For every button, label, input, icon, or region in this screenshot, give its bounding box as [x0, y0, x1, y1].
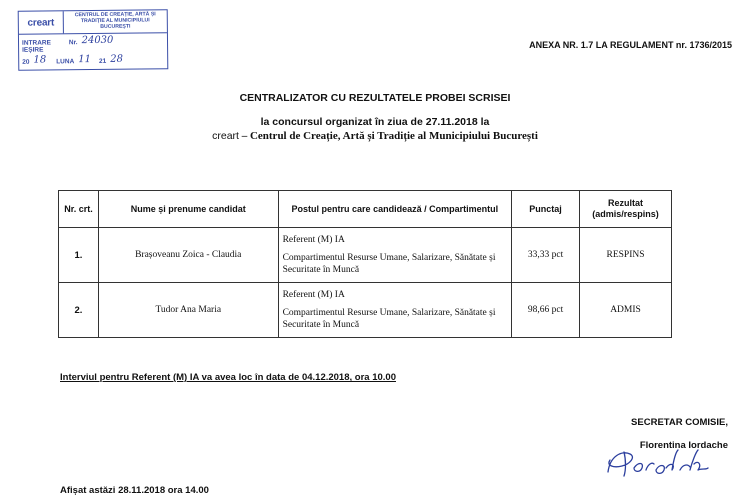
stamp-header: [19, 10, 167, 35]
subtitle-line-1: la concursul organizat în ziua de 27.11.2018 la: [260, 116, 490, 128]
stamp-luna-label: LUNA: [56, 58, 75, 66]
cell-post: [278, 283, 512, 338]
col-header-result: Rezultat (admis/respins): [580, 191, 672, 228]
results-table: [58, 190, 672, 338]
cell-candidate-name: Tudor Ana Maria: [98, 283, 278, 338]
cell-nr: 2.: [59, 283, 99, 338]
cell-result: RESPINS: [580, 228, 672, 283]
cell-post-title: Referent (M) IA: [282, 290, 345, 300]
interview-note: Interviul pentru Referent (M) IA va avea loc în data de 04.12.2018, ora 10.00: [60, 372, 396, 383]
cell-score: 33,33 pct: [512, 228, 580, 283]
stamp-year-prefix: 21: [98, 57, 107, 65]
table-row: [59, 283, 672, 338]
stamp-date-row: [19, 52, 167, 66]
subtitle-line-2: [0, 130, 750, 142]
cell-department: Compartimentul Resurse Umane, Salarizare, Sănătate și Securitate în Muncă: [282, 253, 496, 275]
stamp-year-value: 28: [110, 53, 123, 65]
cell-nr: 1.: [59, 228, 99, 283]
posted-date: Afișat astăzi 28.11.2018 ora 14.00: [60, 485, 209, 496]
secretary-label: SECRETAR COMISIE,: [631, 417, 728, 428]
subtitle-org: – Centrul de Creație, Artă și Tradiție al Municipiului București: [238, 130, 538, 142]
annex-reference: ANEXA NR. 1.7 LA REGULAMENT nr. 1736/2015: [529, 40, 732, 50]
stamp-org-name: CENTRUL DE CREAȚIE, ARTĂ ȘI TRADIȚIE AL MUNICIPIULUI BUCUREȘTI: [74, 11, 156, 30]
col-header-score: Punctaj: [512, 191, 580, 228]
cell-score: 98,66 pct: [512, 283, 580, 338]
stamp-day-value: 18: [33, 54, 47, 66]
stamp-day-prefix: 20: [22, 58, 30, 66]
stamp-intrare-label: INTRARE: [21, 39, 51, 47]
cell-candidate-name: Brașoveanu Zoica - Claudia: [98, 228, 278, 283]
registration-stamp: [18, 9, 169, 71]
stamp-nr-label: Nr.: [68, 39, 78, 47]
col-header-post: Postul pentru care candidează / Compartimentul: [278, 191, 512, 228]
subtitle-brand: creart: [212, 130, 239, 142]
handwritten-signature: [600, 446, 710, 480]
secretary-name: Florentina Iordache: [639, 440, 728, 451]
stamp-iesire-label: IEȘIRE: [22, 46, 44, 54]
table-row: [59, 228, 672, 283]
cell-post: [278, 228, 512, 283]
document-title: CENTRALIZATOR CU REZULTATELE PROBEI SCRISEI: [239, 92, 511, 104]
stamp-logo: creart: [19, 11, 64, 33]
stamp-nr-value: 24030: [81, 34, 114, 47]
cell-result: ADMIS: [580, 283, 672, 338]
stamp-month-value: 11: [78, 54, 92, 66]
col-header-nr: Nr. crt.: [59, 191, 99, 228]
cell-post-title: Referent (M) IA: [282, 235, 345, 245]
col-header-name: Nume și prenume candidat: [98, 191, 278, 228]
table-header-row: [59, 191, 672, 228]
cell-department: Compartimentul Resurse Umane, Salarizare, Sănătate și Securitate în Muncă: [282, 308, 496, 330]
